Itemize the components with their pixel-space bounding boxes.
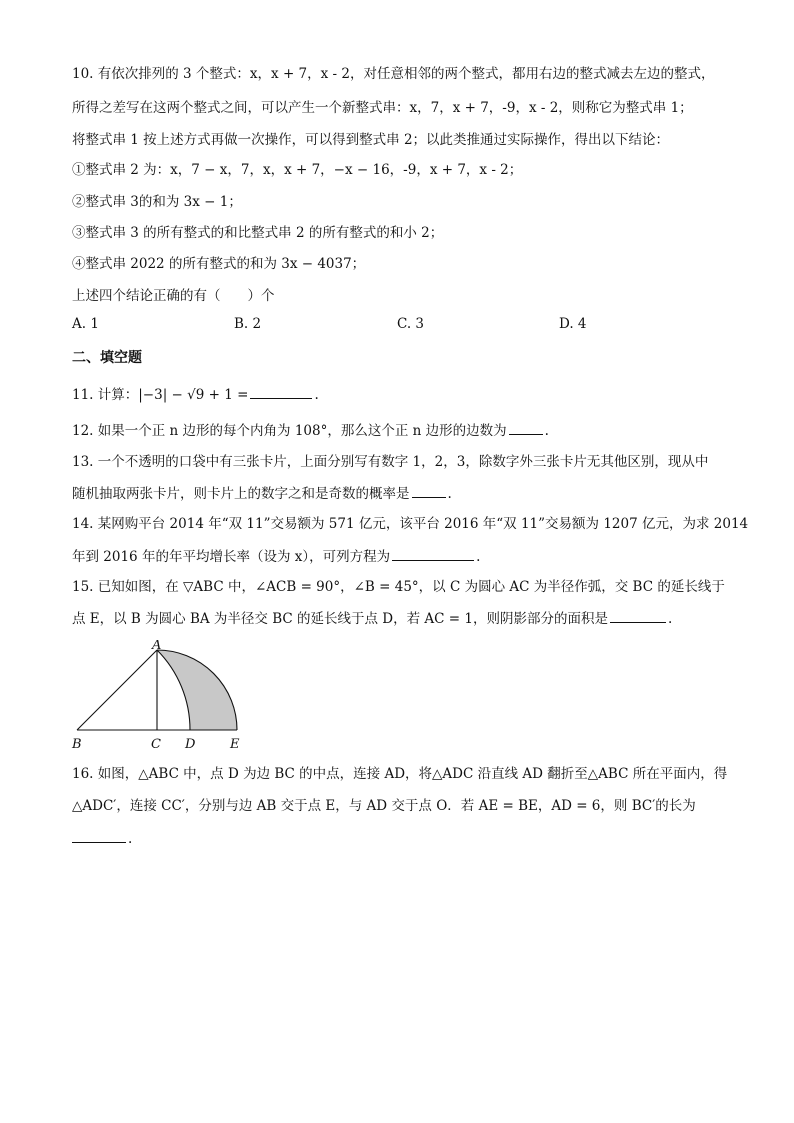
q10-line-1: 10. 有依次排列的 3 个整式：x，x + 7，x - 2，对任意相邻的两个整式，都用右边的整式减去左边的整式，: [72, 66, 715, 82]
q11-text: 11. 计算：|−3| − √9 + 1 =: [72, 387, 249, 403]
q13-line-2: [72, 483, 742, 504]
shaded-region: [157, 650, 237, 730]
label-a: A: [152, 640, 162, 653]
q15-line-1: 15. 已知如图，在 ▽ABC 中，∠ACB = 90°，∠B = 45°，以 C 为圆心 AC 为半径作弧，交 BC 的延长线于: [72, 579, 725, 595]
q13-text: 随机抽取两张卡片，则卡片上的数字之和是奇数的概率是: [72, 486, 410, 502]
q15-text: 点 E，以 B 为圆心 BA 为半径交 BC 的延长线于点 D，若 AC = 1，则阴影部分的面积是: [72, 611, 608, 627]
q16-line-3: [72, 828, 742, 849]
q16-period: .: [128, 831, 133, 847]
q14-text: 年到 2016 年的年平均增长率（设为 x），可列方程为: [72, 549, 391, 565]
label-e: E: [230, 737, 240, 752]
q16-line-1: 16. 如图，△ABC 中，点 D 为边 BC 的中点，连接 AD，将△ADC 沿直线 AD 翻折至△ABC 所在平面内，得: [72, 766, 728, 782]
q12: [72, 420, 742, 441]
q15-geometry-figure: [60, 640, 260, 758]
q16-line-2: △ADC′，连接 CC′，分别与边 AB 交于点 E，与 AD 交于点 O．若 AE = BE，AD = 6，则 BC′的长为: [72, 798, 696, 814]
q14-period: .: [476, 549, 481, 565]
q10-question: 上述四个结论正确的有（ ）个: [72, 288, 275, 304]
q10-statement-1: ①整式串 2 为：x，7 − x，7，x，x + 7，−x − 16，-9，x + 7，x - 2；: [72, 162, 523, 178]
option-a[interactable]: A. 1: [72, 316, 99, 332]
label-c: C: [151, 737, 161, 752]
option-d[interactable]: D. 4: [559, 316, 587, 332]
q16-answer-blank[interactable]: [72, 828, 126, 843]
section-title-fill-in: 二、填空题: [72, 350, 142, 366]
q14-line-1: 14. 某网购平台 2014 年“双 11”交易额为 571 亿元，该平台 2016 年“双 11”交易额为 1207 亿元，为求 2014: [72, 516, 749, 532]
q10-statement-4: ④整式串 2022 的所有整式的和为 3x − 4037；: [72, 256, 366, 272]
q11-answer-blank[interactable]: [250, 384, 312, 399]
option-c[interactable]: C. 3: [397, 316, 425, 332]
q15-answer-blank[interactable]: [610, 608, 666, 623]
q14-line-2: [72, 546, 742, 567]
q10-options: [72, 316, 722, 336]
q11-period: .: [314, 387, 319, 403]
q12-text: 12. 如果一个正 n 边形的每个内角为 108°，那么这个正 n 边形的边数为: [72, 423, 507, 439]
q12-period: .: [544, 423, 549, 439]
q11: [72, 384, 742, 405]
q14-answer-blank[interactable]: [392, 546, 474, 561]
q10-statement-3: ③整式串 3 的所有整式的和比整式串 2 的所有整式的和小 2；: [72, 225, 444, 241]
q12-answer-blank[interactable]: [509, 420, 543, 435]
q13-period: .: [447, 486, 452, 502]
q10-line-3: 将整式串 1 按上述方式再做一次操作，可以得到整式串 2；以此类推通过实际操作，得出以下结论：: [72, 132, 670, 148]
q10-statement-2: ②整式串 3的和为 3x − 1；: [72, 194, 242, 210]
line-ab: [77, 650, 157, 730]
option-b[interactable]: B. 2: [234, 316, 262, 332]
label-b: B: [72, 737, 82, 752]
q15-line-2: [72, 608, 742, 629]
q13-line-1: 13. 一个不透明的口袋中有三张卡片，上面分别写有数字 1，2，3，除数字外三张卡片无其他区别，现从中: [72, 454, 709, 470]
q15-period: .: [667, 611, 673, 627]
label-d: D: [185, 737, 196, 752]
q13-answer-blank[interactable]: [412, 483, 446, 498]
q10-line-2: 所得之差写在这两个整式之间，可以产生一个新整式串：x，7，x + 7，-9，x - 2，则称它为整式串 1；: [72, 100, 693, 116]
